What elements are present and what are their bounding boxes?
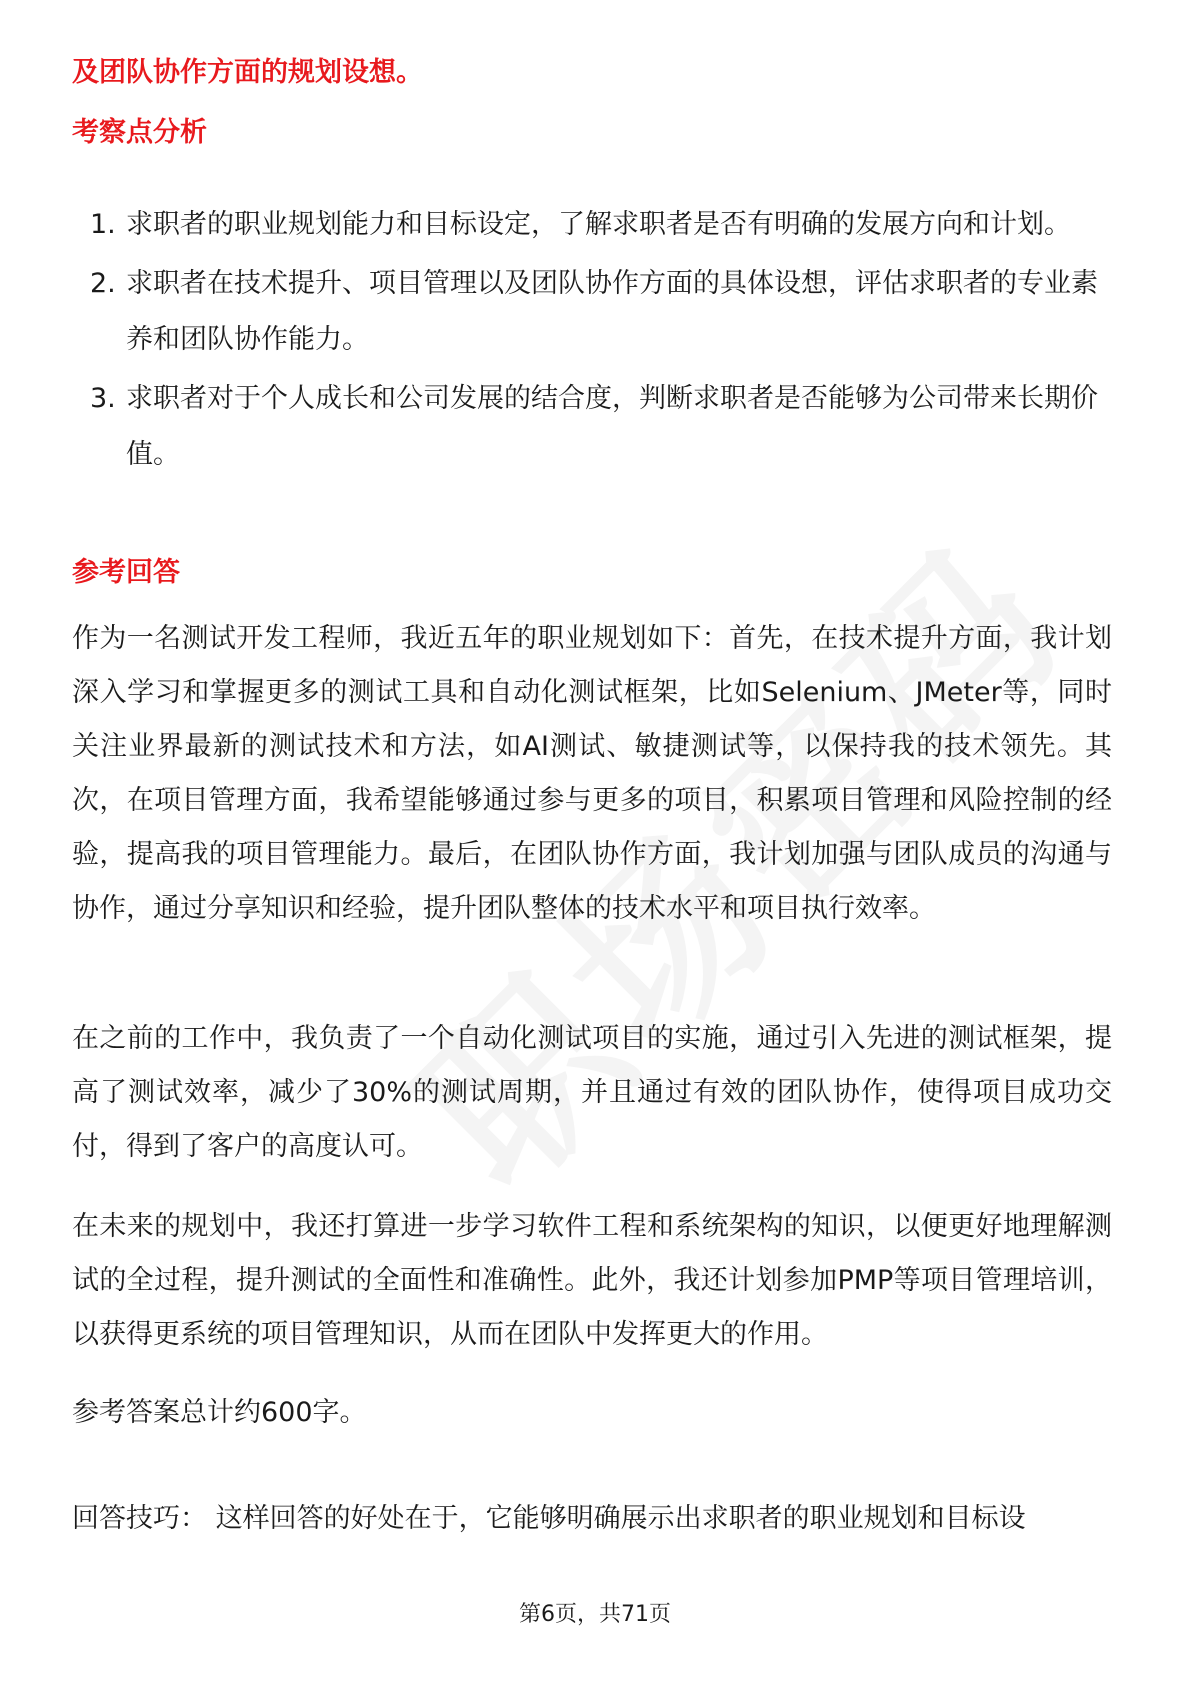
list-item: [72, 256, 1122, 368]
list-item-text: 求职者在技术提升、项目管理以及团队协作方面的具体设想，评估求职者的专业素养和团队协作能力。: [126, 268, 1098, 355]
continued-heading: 及团队协作方面的规划设想。: [72, 57, 423, 88]
answer-paragraph: 作为一名测试开发工程师，我近五年的职业规划如下：首先，在技术提升方面，我计划深入学习和掌握更多的测试工具和自动化测试框架，比如Selenium、JMeter等，同时关注业界最新的测试技术和方法，如AI测试、敏捷测试等，以保持我的技术领先。其次，在项目管理方面，我希望能够通过参与更多的项目，积累项目管理和风险控制的经验，提高我的项目管理能力。最后，在团队协作方面，我计划加强与团队成员的沟通与协作，通过分享知识和经验，提升团队整体的技术水平和项目执行效率。: [72, 623, 1112, 924]
analysis-heading: 考察点分析: [72, 117, 207, 148]
list-item-text: 求职者对于个人成长和公司发展的结合度，判断求职者是否能够为公司带来长期价值。: [126, 383, 1098, 470]
answer-paragraph: 在未来的规划中，我还打算进一步学习软件工程和系统架构的知识，以便更好地理解测试的全过程，提升测试的全面性和准确性。此外，我还计划参加PMP等项目管理培训，以获得更系统的项目管理知识，从而在团队中发挥更大的作用。: [72, 1211, 1112, 1350]
answer-heading: 参考回答: [72, 557, 180, 588]
list-item: [72, 197, 1122, 253]
list-item: [72, 371, 1122, 483]
answer-paragraph: 在之前的工作中，我负责了一个自动化测试项目的实施，通过引入先进的测试框架，提高了测试效率，减少了30%的测试周期，并且通过有效的团队协作，使得项目成功交付，得到了客户的高度认可。: [72, 1023, 1112, 1162]
page-number: 第6页，共71页: [519, 1602, 671, 1627]
list-number: 3.: [90, 383, 116, 414]
list-number: 2.: [90, 268, 116, 299]
analysis-list: [72, 197, 1122, 486]
word-count-note: 参考答案总计约600字。: [72, 1397, 367, 1428]
list-item-text: 求职者的职业规划能力和目标设定，了解求职者是否有明确的发展方向和计划。: [126, 209, 1071, 240]
list-number: 1.: [90, 209, 116, 240]
answer-tips: 回答技巧： 这样回答的好处在于，它能够明确展示出求职者的职业规划和目标设: [72, 1503, 1026, 1534]
